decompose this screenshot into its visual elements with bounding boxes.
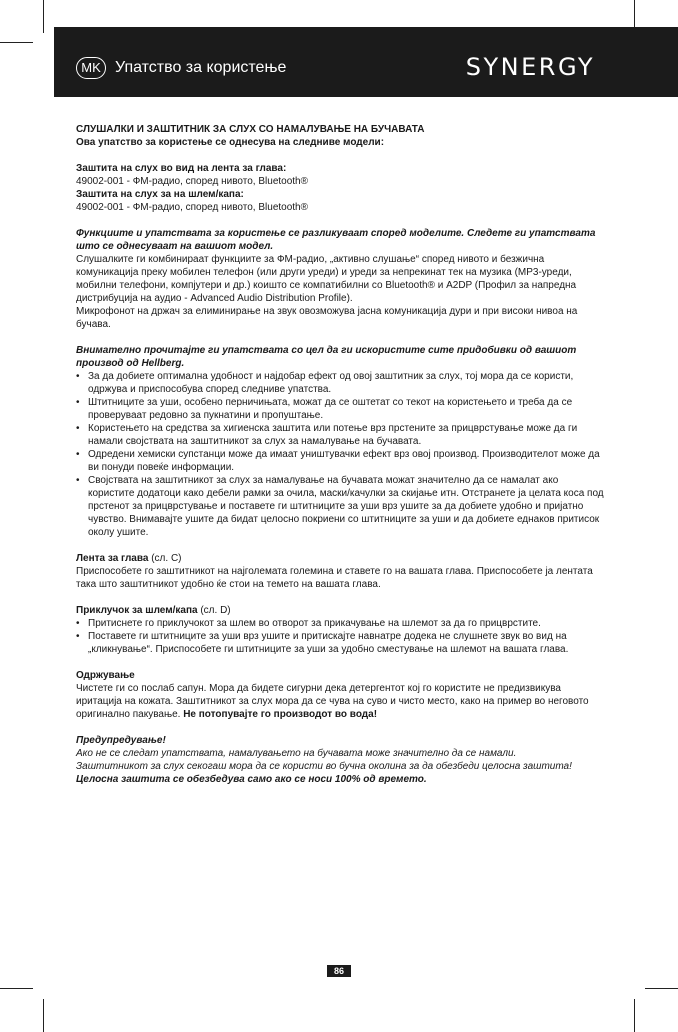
crop-mark xyxy=(645,988,678,989)
microphone-text: Микрофонот на држач за елиминирање на звук овозможува јасна комуникација дури и при високи нивоа на бучава. xyxy=(76,306,578,330)
helmet-heading-line xyxy=(76,604,606,617)
list-item: • Поставете ги штитниците за уши врз ушите и притискајте навнатре додека не слушнете звук во вид на „кликнување“. Приспособете ги штитниците за уши за удобно сместување на шлемот на вашата глава. xyxy=(76,630,606,656)
functions-text: Слушалките ги комбинираат функциите за ФМ-радио, „активно слушање“ според нивото и безжична комуникација преку мобилен телефон (или други уреди) и уреди за непрекинат тек на музика (MP3-уреди, мобилни телефони, компјутери и др.) коишто се компатибилни со Bluetooth® и A2DP (Профил за напредна дистрибуција на аудио - Advanced Audio Distribution Profile). xyxy=(76,254,577,304)
list-item: • Одредени хемиски супстанци може да имаат уништувачки ефект врз овој производ. Производителот може да ви понуди повеќе информации. xyxy=(76,448,606,474)
model-heading: Заштита на слух за на шлем/капа: xyxy=(76,189,244,200)
document-subtitle: Ова упатство за користење се однесува на следниве модели: xyxy=(76,137,385,148)
document-title: СЛУШАЛКИ И ЗАШТИТНИК ЗА СЛУХ СО НАМАЛУВАЊЕ НА БУЧАВАТА xyxy=(76,124,425,135)
helmet-figure-ref: (сл. D) xyxy=(197,605,231,616)
headband-heading-line xyxy=(76,552,606,565)
model-heading: Заштита на слух во вид на лента за глава: xyxy=(76,163,287,174)
headband-figure-ref: (сл. C) xyxy=(148,553,182,564)
read-instructions-note: Внимателно прочитајте ги упатствата со цел да ги искористите сите придобивки од вашиот производ од Hellberg. xyxy=(76,345,577,369)
care-bullet-list xyxy=(76,370,606,539)
crop-mark xyxy=(43,999,44,1032)
crop-mark xyxy=(0,42,33,43)
brand-logo: SYNERGY xyxy=(465,53,595,81)
caution-line: Заштитникот за слух секогаш мора да се користи во бучна околина за да обезбеди целосна заштита! xyxy=(76,761,572,772)
header-title: Упатство за користење xyxy=(115,59,287,76)
list-item: • За да добиете оптимална удобност и најдобар ефект од овој заштитник за слух, тој мора да се користи, одржува и приспособува според следниве упатства. xyxy=(76,370,606,396)
language-badge: MK xyxy=(76,57,106,79)
headband-heading: Лента за глава xyxy=(76,553,149,564)
page-header xyxy=(54,27,678,97)
maintenance-paragraph xyxy=(76,682,606,721)
headband-text: Приспособете го заштитникот на најголемата големина и ставете го на вашата глава. Приспособете ја лентата така што заштитникот удобно ќе стои на темето на вашата глава. xyxy=(76,566,593,590)
caution-heading: Предупредување! xyxy=(76,735,166,746)
crop-mark xyxy=(634,999,635,1032)
maintenance-warning: Не потопувајте го производот во вода! xyxy=(183,709,378,720)
helmet-bullet-list xyxy=(76,617,606,656)
caution-line: Ако не се следат упатствата, намалувањето на бучавата може значително да се намали. xyxy=(76,748,517,759)
model-text: 49002-001 - ФМ-радио, според нивото, Bluetooth® xyxy=(76,202,308,213)
maintenance-text: Чистете ги со послаб сапун. Мора да бидете сигурни дека детергентот кој го користите не предизвикува иритација на кожата. Заштитникот за слух мора да се чува на суво и чисто место, како на пример во неговото оригинално пакување. xyxy=(76,683,589,720)
list-item: • Својствата на заштитникот за слух за намалување на бучавата можат значително да се намалат ако користите додатоци како дебели рамки за очила, маски/качулки за скијање итн. Отстранете ја целата коса под прстенот за прицврстување и поставете ги штитниците за уши врз ушите за да добиете удобно и пријатно чувство. Внимавајте ушите да бидат целосно покриени со штитниците за уши и да добиете еднаков притисок околу ушите. xyxy=(76,474,606,539)
crop-mark xyxy=(43,0,44,33)
list-item: • Користењето на средства за хигиенска заштита или потење врз прстените за прицврстување може да ги намали својствата на заштитникот за слух за намалување на бучавата. xyxy=(76,422,606,448)
document-body xyxy=(76,123,606,786)
list-item: • Притиснете го приклучокот за шлем во отворот за прикачување на шлемот за да го прицврстите. xyxy=(76,617,606,630)
helmet-heading: Приклучок за шлем/капа xyxy=(76,605,198,616)
maintenance-heading: Одржување xyxy=(76,670,135,681)
list-item: • Штитниците за уши, особено перничињата, можат да се оштетат со текот на користењето и треба да се проверуваат редовно за пукнатини и пропуштање. xyxy=(76,396,606,422)
page-number: 86 xyxy=(327,965,351,977)
functions-note: Функциите и упатствата за користење се разликуваат според моделите. Следете ги упатствата што се однесуваат на вашиот модел. xyxy=(76,228,596,252)
crop-mark xyxy=(0,988,33,989)
caution-final: Целосна заштита се обезбедува само ако се носи 100% од времето. xyxy=(76,774,427,785)
model-text: 49002-001 - ФМ-радио, според нивото, Bluetooth® xyxy=(76,176,308,187)
